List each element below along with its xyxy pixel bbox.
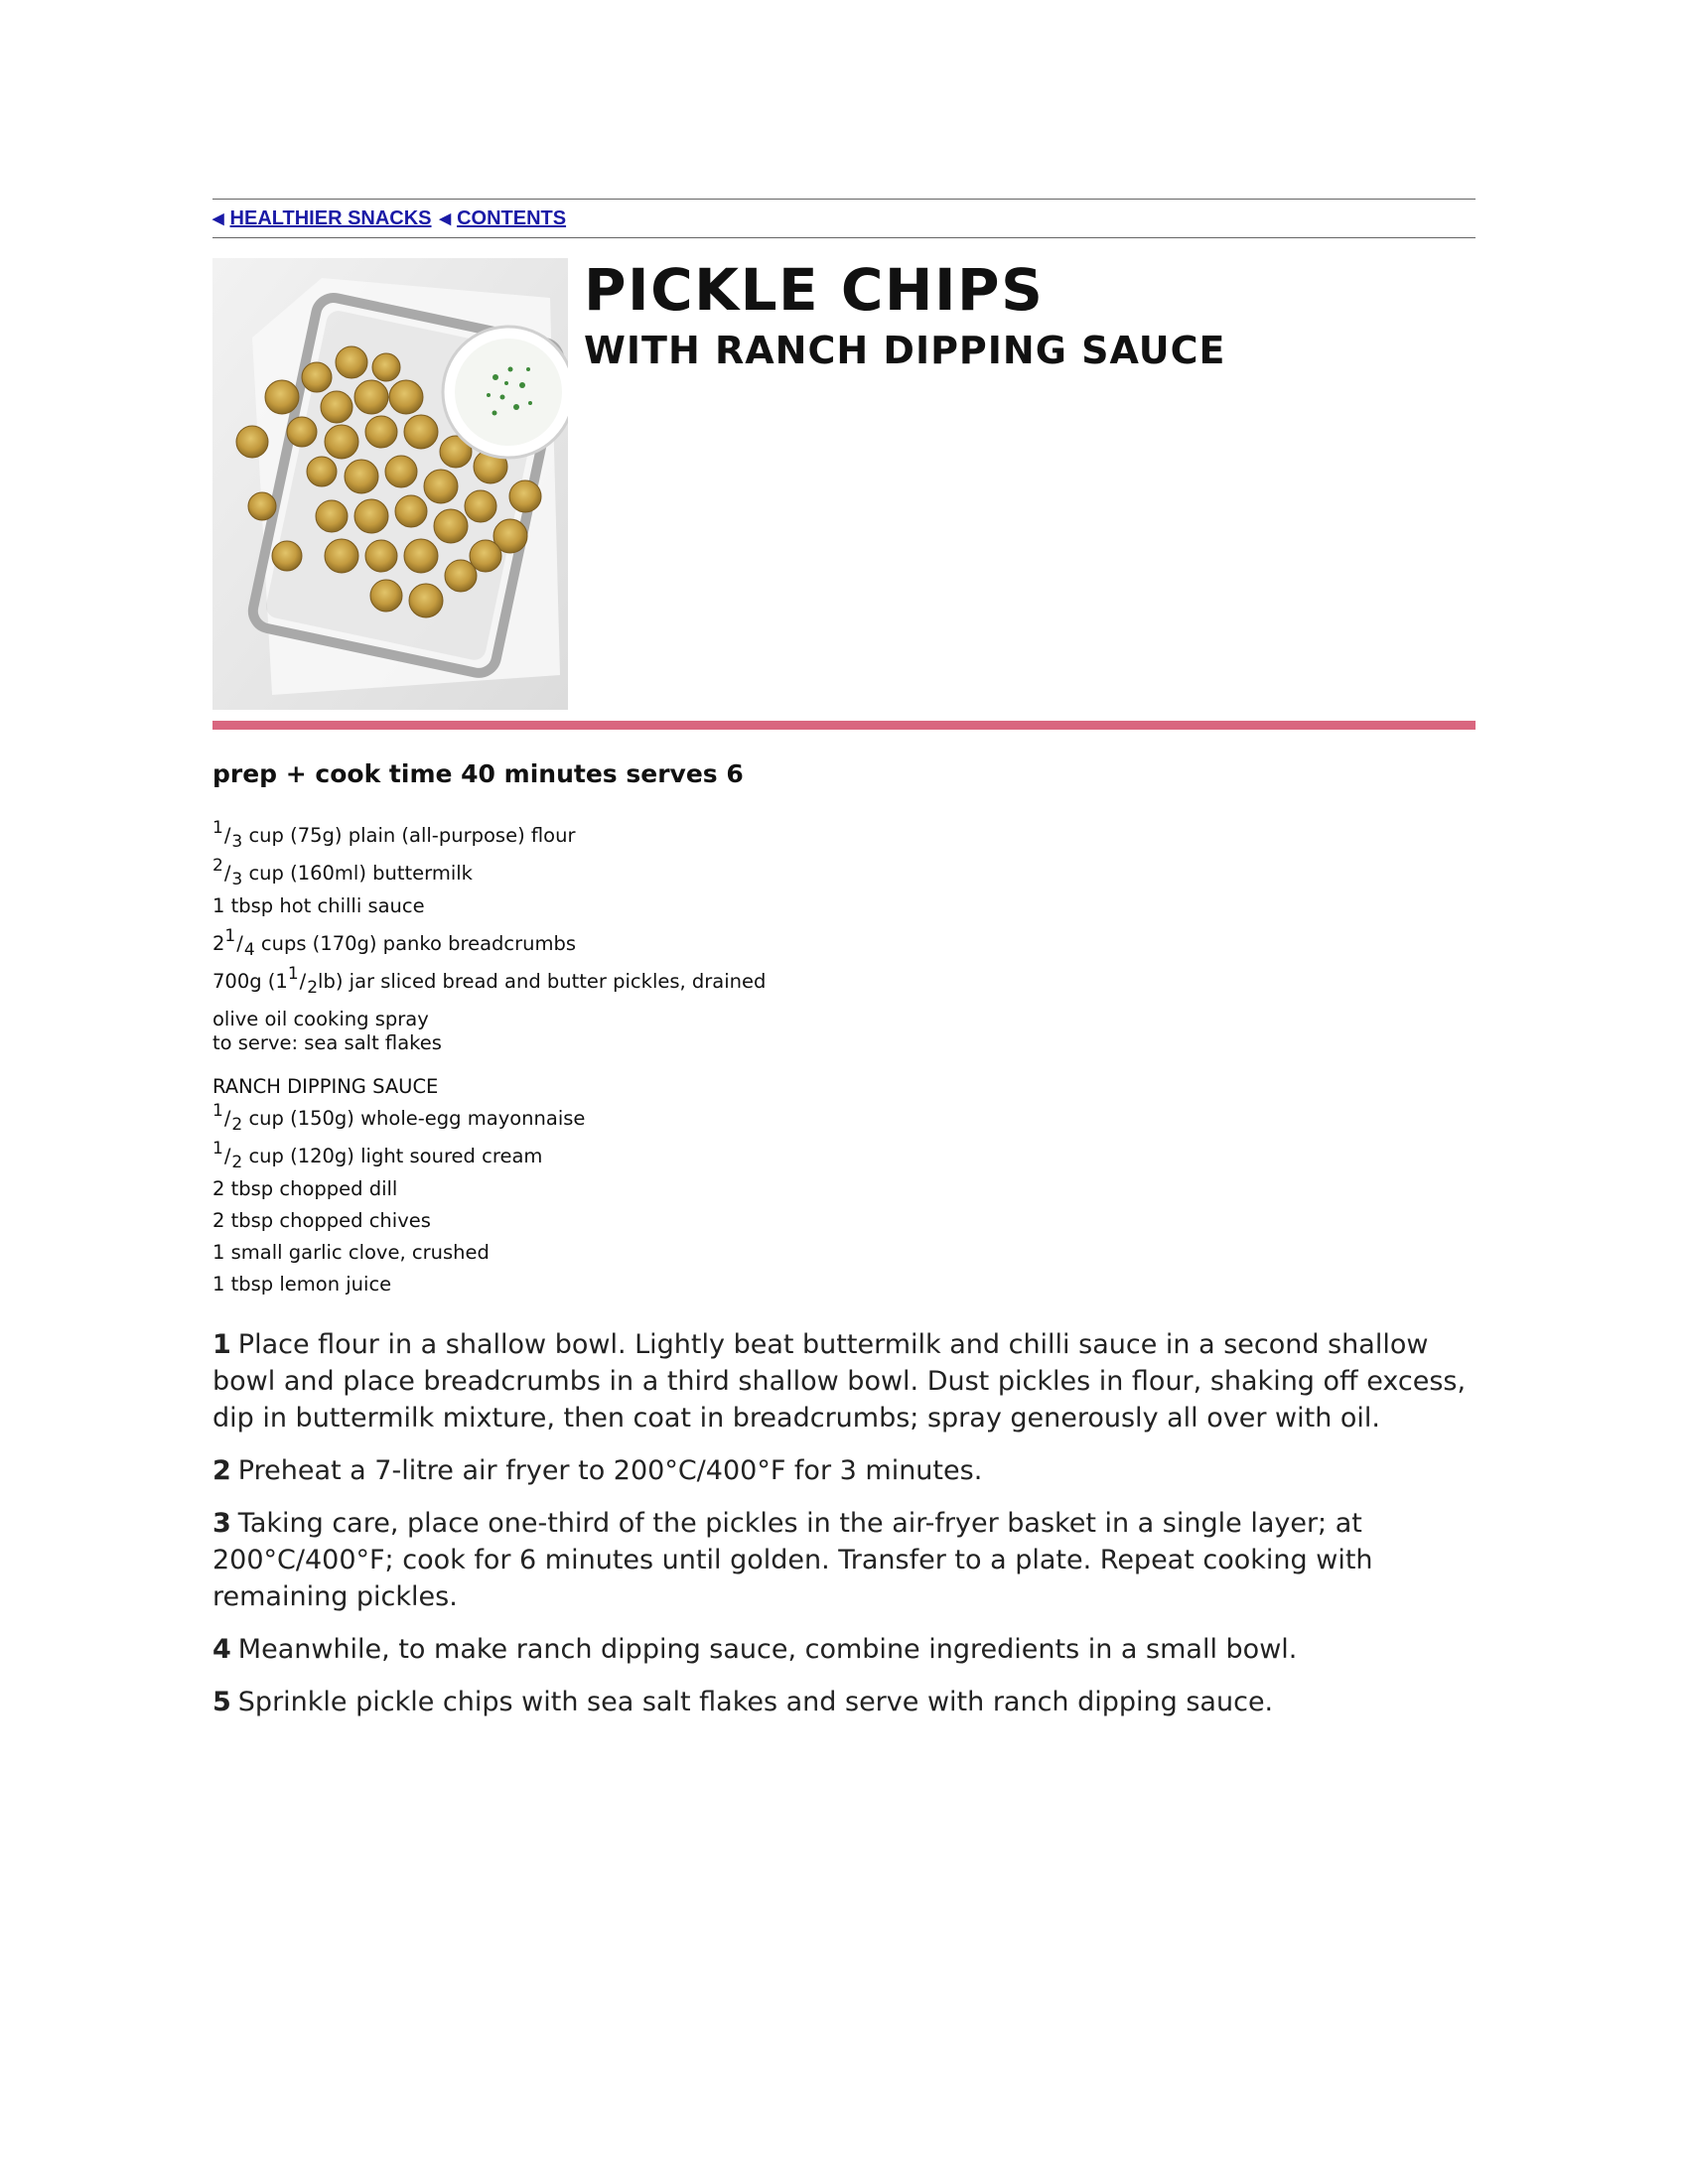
recipe-page bbox=[212, 199, 1476, 1736]
recipe-title: PICKLE CHIPS bbox=[584, 256, 1045, 324]
healthier-snacks-link[interactable]: HEALTHIER SNACKS bbox=[229, 206, 432, 229]
title-block bbox=[584, 258, 1225, 373]
ingredient-item: 700g $(1^1/_2lb)$ jar sliced bread and butter pickles, drained bbox=[212, 964, 767, 998]
recipe-header bbox=[212, 258, 1476, 715]
method-step: 3 Taking care, place one-third of the pickles in the air-fryer basket in a single layer; at 200°C/400°F; cook for 6 minutes until golden. Transfer to a plate. Repeat cooking with remaining pickles. bbox=[212, 1508, 1373, 1612]
back-arrow-icon: ◀ bbox=[212, 210, 224, 227]
ingredient-item: 2 tbsp chopped chives bbox=[212, 1209, 431, 1232]
method-step: 2 Preheat a 7-litre air fryer to 200°C/400°F for 3 minutes. bbox=[212, 1455, 983, 1486]
sauce-heading: RANCH DIPPING SAUCE bbox=[212, 1075, 439, 1098]
ingredient-item: 2 tbsp chopped dill bbox=[212, 1177, 398, 1200]
ingredients-list bbox=[212, 818, 1476, 1297]
back-arrow-icon: ◀ bbox=[439, 210, 452, 227]
prep-time-servings: prep + cook time 40 minutes serves 6 bbox=[212, 759, 744, 788]
ingredient-item: $^1/_2$ cup (150g) whole-egg mayonnaise bbox=[212, 1101, 586, 1135]
breadcrumb bbox=[212, 199, 1476, 238]
ingredient-item: $^2/_3$ cup (160ml) buttermilk bbox=[212, 856, 473, 889]
contents-link[interactable]: CONTENTS bbox=[457, 206, 567, 229]
recipe-photo bbox=[212, 258, 568, 710]
method-steps bbox=[212, 1326, 1476, 1720]
ingredient-item: to serve: sea salt flakes bbox=[212, 1031, 442, 1054]
method-step: 1 Place flour in a shallow bowl. Lightly beat buttermilk and chilli sauce in a second shallow bowl and place breadcrumbs in a third shallow bowl. Dust pickles in flour, shaking off excess, dip in buttermilk mixture, then coat in breadcrumbs; spray generously all over with oil. bbox=[212, 1329, 1467, 1433]
ingredient-item: 1 tbsp hot chilli sauce bbox=[212, 894, 425, 917]
recipe-subtitle: WITH RANCH DIPPING SAUCE bbox=[584, 329, 1226, 372]
ingredient-item: 1 small garlic clove, crushed bbox=[212, 1241, 490, 1264]
ingredient-item: $^1/_3$ cup (75g) plain (all-purpose) flour bbox=[212, 818, 576, 852]
ingredient-item: olive oil cooking spray bbox=[212, 1008, 429, 1030]
method-step: 4 Meanwhile, to make ranch dipping sauce, combine ingredients in a small bowl. bbox=[212, 1634, 1298, 1665]
method-step: 5 Sprinkle pickle chips with sea salt flakes and serve with ranch dipping sauce. bbox=[212, 1687, 1274, 1717]
ingredient-item: $^1/_2$ cup (120g) light soured cream bbox=[212, 1139, 543, 1172]
ingredient-item: $2^1/_4$ cups (170g) panko breadcrumbs bbox=[212, 926, 577, 960]
pickle-chips-photo bbox=[212, 258, 568, 710]
divider bbox=[212, 721, 1476, 730]
ingredient-item: 1 tbsp lemon juice bbox=[212, 1273, 392, 1296]
